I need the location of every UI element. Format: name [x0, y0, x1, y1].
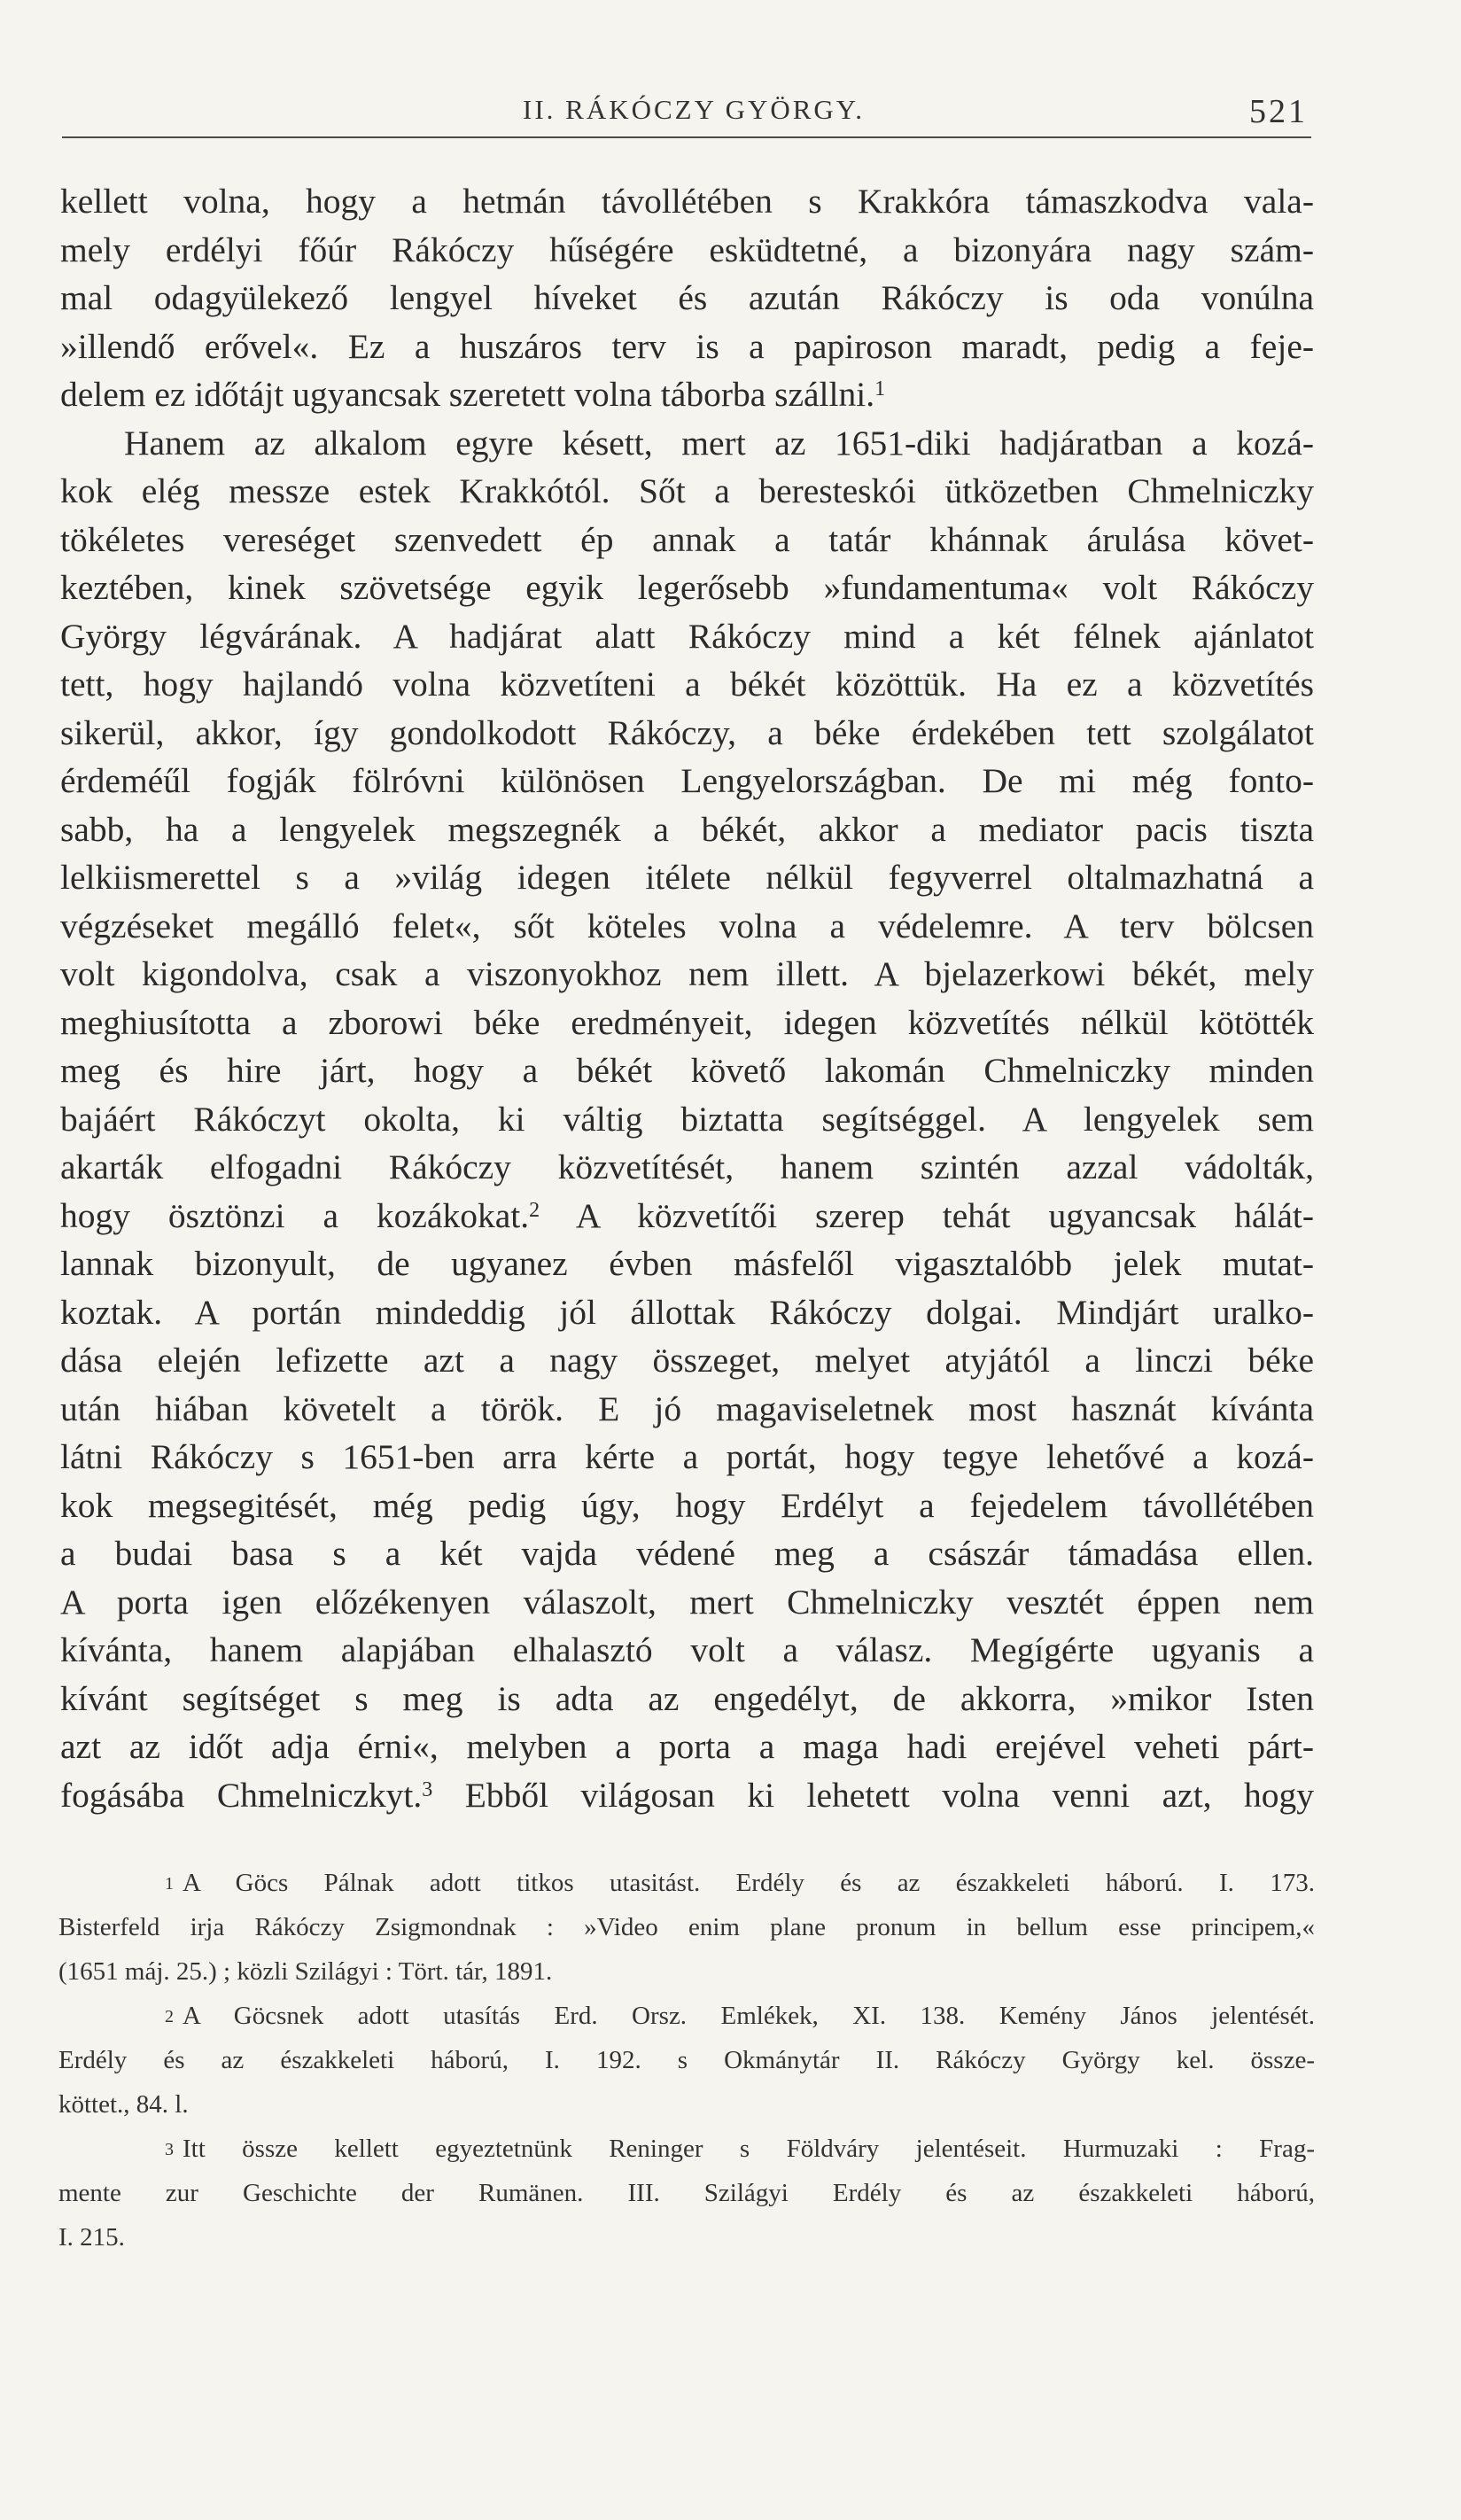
running-title: II. RÁKÓCZY GYÖRGY.: [523, 94, 865, 125]
footnote-line: I. 215.: [58, 2223, 125, 2252]
main-text: [60, 177, 1314, 1819]
footnote-text: A Göcs Pálnak adott titkos utasitást. Erdély és az északkeleti háború. I. 173.: [183, 1869, 1315, 1897]
text-line: György légvárának. A hadjárat alatt Rákóczy mind a két félnek ajánlatot: [60, 616, 1314, 656]
footnote-text: A Göcsnek adott utasítás Erd. Orsz. Emlékek, XI. 138. Kemény János jelentését.: [183, 2002, 1315, 2030]
text-line: sabb, ha a lengyelek megszegnék a békét, akkor a mediator pacis tiszta: [60, 809, 1314, 849]
footnote-line: (1651 máj. 25.) ; közli Szilágyi : Tört. tár, 1891.: [58, 1957, 553, 1986]
footnote-line: [58, 1861, 1315, 1905]
text-line: [60, 370, 1314, 419]
text-line: mely erdélyi főúr Rákóczy hűségére esküdtetné, a bizonyára nagy szám-: [60, 229, 1314, 269]
text-line: dása elején lefizette azt a nagy összeget, melyet atyjától a linczi béke: [60, 1341, 1314, 1380]
footnote-line: [58, 2127, 1315, 2171]
text-line: kívánt segítséget s meg is adta az engedélyt, de akkorra, »mikor Isten: [60, 1678, 1314, 1718]
page-number: 521: [1249, 93, 1308, 130]
text-line: kok elég messze estek Krakkótól. Sőt a beresteskói ütközetben Chmelniczky: [60, 471, 1314, 510]
footnote-line: mente zur Geschichte der Rumänen. III. Szilágyi Erdély és az északkeleti háború,: [58, 2179, 1315, 2207]
text-line: érdeméűl fogják fölróvni különösen Lengyelországban. De mi még fonto-: [60, 761, 1314, 800]
footnotes: [58, 1861, 1315, 2259]
footnote-number: 1: [165, 1874, 174, 1894]
text-fragment: hogy ösztönzi a kozákokat.: [60, 1195, 530, 1235]
text-line: tett, hogy hajlandó volna közvetíteni a békét közöttük. Ha ez a közvetítés: [60, 665, 1314, 704]
footnote-number: 2: [165, 2007, 174, 2026]
text-line: volt kigondolva, csak a viszonyokhoz nem illett. A bjelazerkowi békét, mely: [60, 954, 1314, 993]
text-line: mal odagyülekező lengyel híveket és azután Rákóczy is oda vonúlna: [60, 278, 1314, 317]
text-line: koztak. A portán mindeddig jól állottak Rákóczy dolgai. Mindjárt uralko-: [60, 1292, 1314, 1332]
text-fragment: A közvetítői szerep tehát ugyancsak hálát-: [575, 1195, 1314, 1235]
page-header: [62, 92, 1311, 138]
footnote-line: [58, 1994, 1315, 2038]
text-line: a budai basa s a két vajda védené meg a császár támadása ellen.: [60, 1534, 1314, 1573]
text-line: látni Rákóczy s 1651-ben arra kérte a portát, hogy tegye lehetővé a kozá-: [60, 1437, 1314, 1476]
footnote-number: 3: [165, 2140, 174, 2159]
text-line: [60, 1192, 1314, 1241]
footnote-line: Erdély és az északkeleti háború, I. 192. s Okmánytár II. Rákóczy György kel. össze-: [58, 2046, 1315, 2074]
text-line: tökéletes vereséget szenvedett ép annak a tatár khánnak árulása követ-: [60, 519, 1314, 559]
text-line: sikerül, akkor, így gondolkodott Rákóczy, a béke érdekében tett szolgálatot: [60, 712, 1314, 752]
footnote-text: Itt össze kellett egyeztetnünk Reninger s Földváry jelentéseit. Hurmuzaki : Frag-: [183, 2135, 1315, 2163]
footnote-marker: 3: [422, 1777, 433, 1801]
text-line: azt az időt adja érni«, melyben a porta a maga hadi erejével veheti párt-: [60, 1727, 1314, 1766]
text-fragment: Ebből világosan ki lehetett volna venni azt, hogy: [464, 1775, 1315, 1815]
text-line: lannak bizonyult, de ugyanez évben másfelől vigasztalóbb jelek mutat-: [60, 1244, 1314, 1283]
footnote-marker: 2: [529, 1198, 540, 1222]
text-line: végzéseket megálló felet«, sőt köteles volna a védelemre. A terv bölcsen: [60, 906, 1314, 945]
text-line: meg és hire járt, hogy a békét követő lakomán Chmelniczky minden: [60, 1051, 1314, 1090]
text-line: kellett volna, hogy a hetmán távollétében s Krakkóra támaszkodva vala-: [60, 182, 1314, 221]
text-line: lelkiismerettel s a »világ idegen itélete nélkül fegyverrel oltalmazhatná a: [60, 858, 1314, 897]
text-line: bajáért Rákóczyt okolta, ki váltig biztatta segítséggel. A lengyelek sem: [60, 1099, 1314, 1139]
footnote-marker: 1: [874, 377, 886, 401]
text-line: keztében, kinek szövetsége egyik legerősebb »fundamentuma« volt Rákóczy: [60, 568, 1314, 607]
text-line: akarták elfogadni Rákóczy közvetítését, hanem szintén azzal vádolták,: [60, 1147, 1314, 1186]
text-fragment: fogásába Chmelniczkyt.: [60, 1775, 423, 1815]
text-line: meghiusította a zborowi béke eredményeit, idegen közvetítés nélkül kötötték: [60, 1002, 1314, 1042]
text-line: »illendő erővel«. Ez a huszáros terv is a papiroson maradt, pedig a feje-: [60, 326, 1314, 366]
text-line: [60, 1771, 1314, 1820]
text-fragment: delem ez időtájt ugyancsak szeretett volna táborba szállni.: [60, 375, 875, 414]
footnote-line: Bisterfeld irja Rákóczy Zsigmondnak : »Video enim plane pronum in bellum esse principem,«: [58, 1913, 1315, 1941]
text-line: után hiában követelt a török. E jó magaviseletnek most hasznát kívánta: [60, 1388, 1314, 1428]
text-line: A porta igen előzékenyen válaszolt, mert Chmelniczky vesztét éppen nem: [60, 1582, 1314, 1622]
text-line: Hanem az alkalom egyre késett, mert az 1651-diki hadjáratban a kozá-: [124, 423, 1314, 463]
text-line: kok megsegitését, még pedig úgy, hogy Erdélyt a fejedelem távollétében: [60, 1485, 1314, 1525]
text-line: kívánta, hanem alapjában elhalasztó volt a válasz. Megígérte ugyanis a: [60, 1630, 1314, 1669]
footnote-line: köttet., 84. l.: [58, 2090, 189, 2119]
